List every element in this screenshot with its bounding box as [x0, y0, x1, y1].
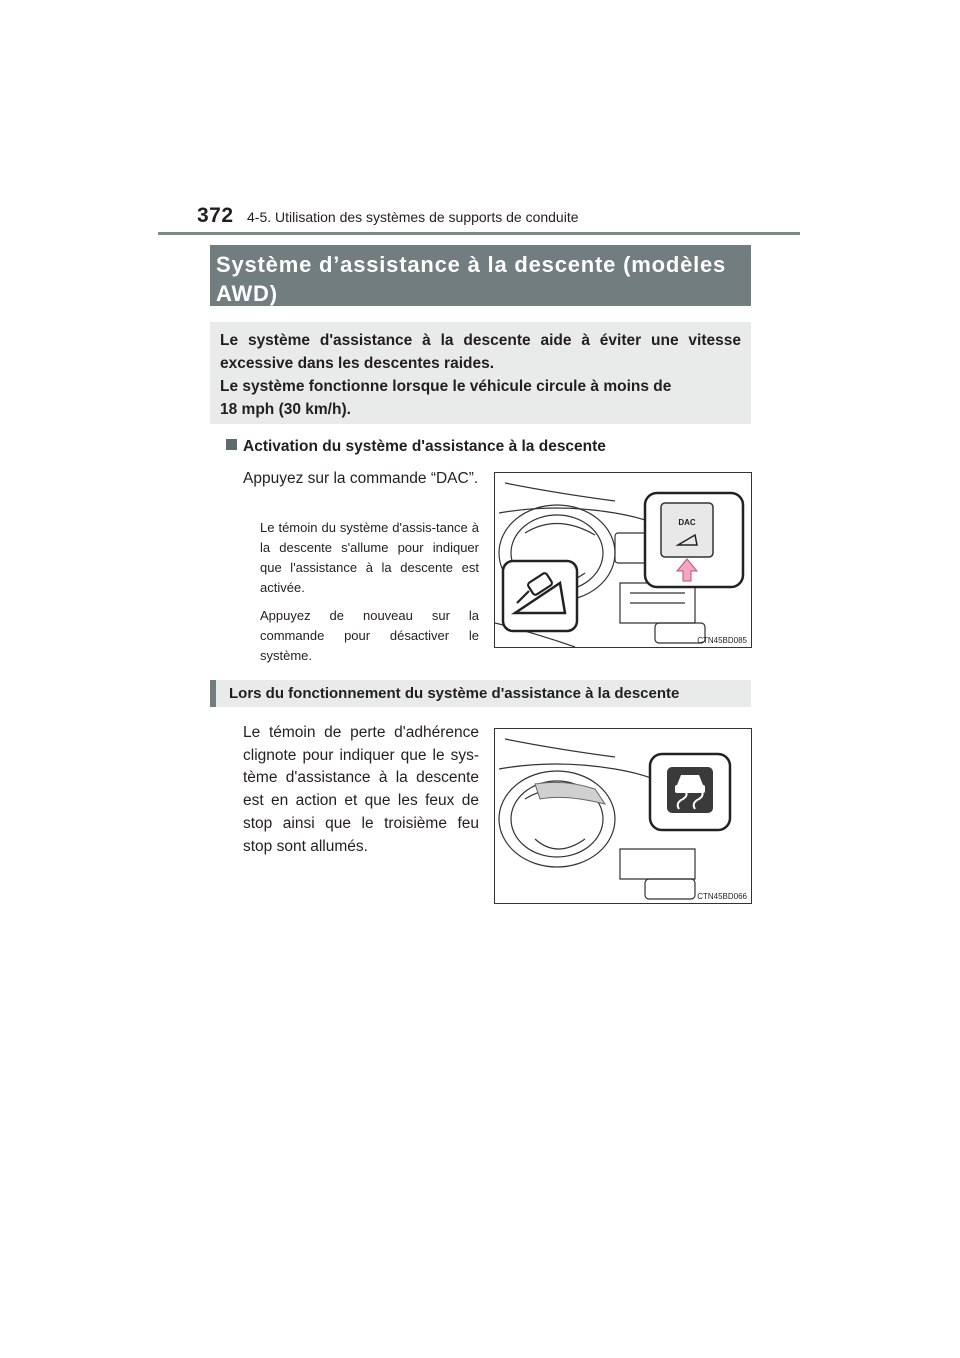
slope-warning-icon — [503, 561, 577, 631]
section-title: 4-5. Utilisation des systèmes de supports de conduite — [247, 209, 579, 225]
square-bullet-icon — [226, 439, 237, 450]
header-divider — [158, 232, 800, 235]
intro-line-2: excessive dans les descentes raides. — [220, 355, 495, 372]
slip-indicator-illustration — [494, 728, 752, 904]
activation-note-2: Appuyez de nouveau sur la commande pour désactiver le système. — [260, 608, 479, 663]
intro-line-1: Le système d'assistance à la descente aide à éviter une vitesse — [220, 332, 741, 349]
title-line-2: AWD) — [216, 281, 278, 306]
dashboard-drawing-2 — [495, 729, 751, 903]
slip-indicator-icon — [650, 754, 730, 830]
operation-heading: Lors du fonctionnement du système d'assistance à la descente — [210, 680, 751, 707]
activation-note-1: Le témoin du système d'assis-tance à la descente s'allume pour indiquer que l'assistance à la descente est activée. — [260, 520, 479, 595]
dac-illustration — [494, 472, 752, 648]
activation-instruction: Appuyez sur la commande “DAC”. — [243, 470, 479, 487]
dashboard-drawing — [495, 473, 751, 647]
activation-heading-text: Activation du système d'assistance à la descente — [243, 438, 606, 455]
page-title — [210, 245, 751, 306]
figure-code-2: CTN45BD066 — [697, 892, 747, 901]
page-number: 372 — [197, 204, 234, 227]
dac-button-label: DAC — [678, 518, 696, 527]
dac-button-callout — [645, 493, 743, 587]
operation-text: Le témoin de perte d'adhérence clignote pour indiquer que le sys-tème d'assistance à la descente est en action et que les feux de stop ainsi que le troisième feu stop sont allumés. — [243, 724, 479, 855]
title-line-1: Système d’assistance à la descente (modèles — [216, 252, 727, 277]
intro-line-4: 18 mph (30 km/h). — [220, 401, 351, 418]
intro-box — [210, 322, 751, 424]
activation-heading — [226, 438, 606, 456]
figure-code: CTN45BD085 — [697, 636, 747, 645]
intro-line-3: Le système fonctionne lorsque le véhicule circule à moins de — [220, 378, 672, 395]
